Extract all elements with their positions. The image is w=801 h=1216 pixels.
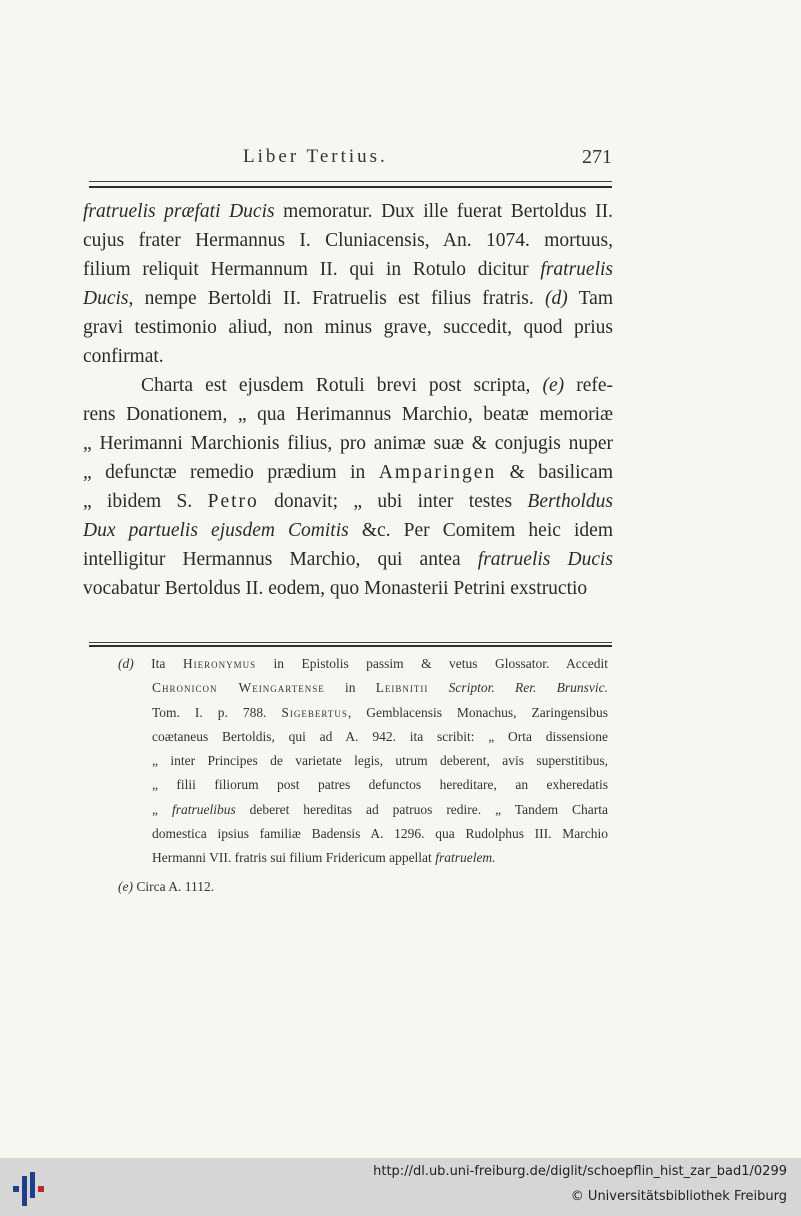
text-run: Sigebertus bbox=[281, 704, 348, 720]
viewer-footer bbox=[0, 1158, 801, 1216]
text-run: , nempe Bertoldi II. Fratruelis est filius fratris. bbox=[128, 288, 545, 309]
text-line bbox=[83, 313, 613, 342]
text-run: Amparingen bbox=[378, 462, 497, 483]
text-run: „ ibidem S. bbox=[83, 491, 208, 512]
permalink-url[interactable]: http://dl.ub.uni-freiburg.de/diglit/schoepflin_hist_zar_bad1/0299 bbox=[373, 1164, 787, 1179]
text-run: Hieronymus bbox=[182, 656, 257, 671]
text-run: fratruelibus bbox=[171, 801, 236, 817]
copyright-notice: © Universitätsbibliothek Freiburg bbox=[570, 1189, 787, 1204]
text-line bbox=[118, 875, 214, 899]
text-run: donavit; „ ubi inter testes bbox=[258, 491, 528, 512]
text-run: „ defunctæ remedio prædium in bbox=[83, 462, 379, 483]
text-run: „ bbox=[152, 801, 172, 817]
text-run: &c. Per Comitem heic idem bbox=[348, 520, 613, 541]
footnote-rule-top bbox=[89, 642, 612, 643]
text-run: gravi testimonio aliud, non minus grave, succedit, quod prius bbox=[83, 317, 613, 338]
header-rule-top bbox=[89, 181, 612, 182]
text-run: (e) bbox=[542, 375, 565, 396]
text-run: fratruelem. bbox=[435, 850, 496, 866]
text-run: vocabatur Bertoldus II. eodem, quo Monasterii Petrini exstructio bbox=[83, 578, 588, 599]
text-line bbox=[83, 574, 613, 603]
text-run bbox=[428, 680, 448, 695]
text-run: & basilicam bbox=[496, 462, 613, 483]
text-line bbox=[83, 429, 613, 458]
text-run: domestica ipsius familiæ Badensis A. 1296. qua Rudolphus III. Marchio bbox=[152, 826, 608, 842]
text-line bbox=[83, 284, 613, 313]
text-run: Leibnitii bbox=[375, 680, 429, 696]
main-text bbox=[83, 197, 613, 603]
text-run: Scriptor. Rer. Brunsvic. bbox=[448, 680, 608, 696]
text-run: rens Donationem, „ qua Herimannus Marchio, beatæ memoriæ bbox=[83, 404, 613, 425]
text-run: Dux partuelis ejusdem Comitis bbox=[83, 520, 349, 541]
text-line bbox=[118, 676, 608, 700]
text-line bbox=[83, 342, 613, 371]
text-line bbox=[118, 749, 608, 773]
text-run: Charta est ejusdem Rotuli brevi post scripta, bbox=[141, 375, 543, 396]
text-run: , Gemblacensis Monachus, Zaringensibus bbox=[347, 704, 608, 720]
page-number: 271 bbox=[582, 146, 612, 168]
text-run: (e) bbox=[118, 879, 133, 894]
text-run: Ducis bbox=[83, 288, 129, 309]
text-line bbox=[83, 255, 613, 284]
text-line bbox=[83, 371, 613, 400]
text-run: „ Herimanni Marchionis filius, pro animæ suæ & conjugis nuper bbox=[83, 433, 613, 454]
text-run: intelligitur Hermannus Marchio, qui antea bbox=[83, 549, 478, 570]
text-line bbox=[83, 197, 613, 226]
footnote-d bbox=[118, 652, 608, 871]
text-run: fratruelis Ducis bbox=[477, 549, 613, 570]
text-run: Tam bbox=[567, 288, 613, 309]
text-line bbox=[118, 725, 608, 749]
text-run: (d) bbox=[118, 656, 134, 671]
text-line bbox=[83, 545, 613, 574]
text-line bbox=[83, 487, 613, 516]
text-line bbox=[83, 458, 613, 487]
text-run: (d) bbox=[544, 288, 568, 309]
text-run: in bbox=[324, 680, 376, 696]
footnote-rule-bottom bbox=[89, 645, 612, 647]
text-run: Chronicon Weingartense bbox=[152, 680, 325, 696]
text-line bbox=[118, 652, 608, 676]
text-run: filium reliquit Hermannum II. qui in Rotulo dicitur bbox=[83, 259, 541, 280]
text-run: Tom. I. p. 788. bbox=[152, 704, 282, 720]
text-line bbox=[83, 400, 613, 429]
text-run: cujus frater Hermannus I. Cluniacensis, An. 1074. mortuus, bbox=[83, 230, 613, 251]
text-run: fratruelis bbox=[540, 259, 613, 280]
text-line bbox=[118, 798, 608, 822]
text-run: fratruelis præfati Ducis bbox=[83, 201, 275, 222]
text-run: Petro bbox=[207, 491, 259, 512]
text-run: Ita bbox=[133, 656, 183, 671]
text-run: memoratur. Dux ille fuerat Bertoldus II. bbox=[274, 201, 613, 222]
text-line bbox=[83, 516, 613, 545]
text-run: refe- bbox=[564, 375, 613, 396]
footnote-e bbox=[118, 875, 214, 899]
text-run: in Epistolis passim & vetus Glossator. Accedit bbox=[256, 656, 608, 671]
text-line bbox=[118, 846, 608, 870]
text-line bbox=[118, 822, 608, 846]
text-run: deberet hereditas ad patruos redire. „ Tandem Charta bbox=[235, 801, 608, 817]
text-line bbox=[118, 773, 608, 797]
text-run: confirmat. bbox=[83, 346, 164, 367]
text-line bbox=[83, 226, 613, 255]
header-rule-bottom bbox=[89, 186, 612, 188]
text-line bbox=[118, 701, 608, 725]
text-run: Bertholdus bbox=[527, 491, 613, 512]
ub-freiburg-logo-icon bbox=[10, 1168, 50, 1208]
text-run: Circa A. 1112. bbox=[132, 879, 215, 894]
text-run: „ filii filiorum post patres defunctos hereditare, an exheredatis bbox=[152, 777, 608, 793]
text-run: Hermanni VII. fratris sui filium Fridericum appellat bbox=[152, 850, 436, 866]
running-head: Liber Tertius. bbox=[243, 146, 388, 167]
text-run: coætaneus Bertoldis, qui ad A. 942. ita scribit: „ Orta dissensione bbox=[152, 728, 608, 744]
text-run: „ inter Principes de varietate legis, utrum deberent, avis superstitibus, bbox=[152, 753, 608, 769]
